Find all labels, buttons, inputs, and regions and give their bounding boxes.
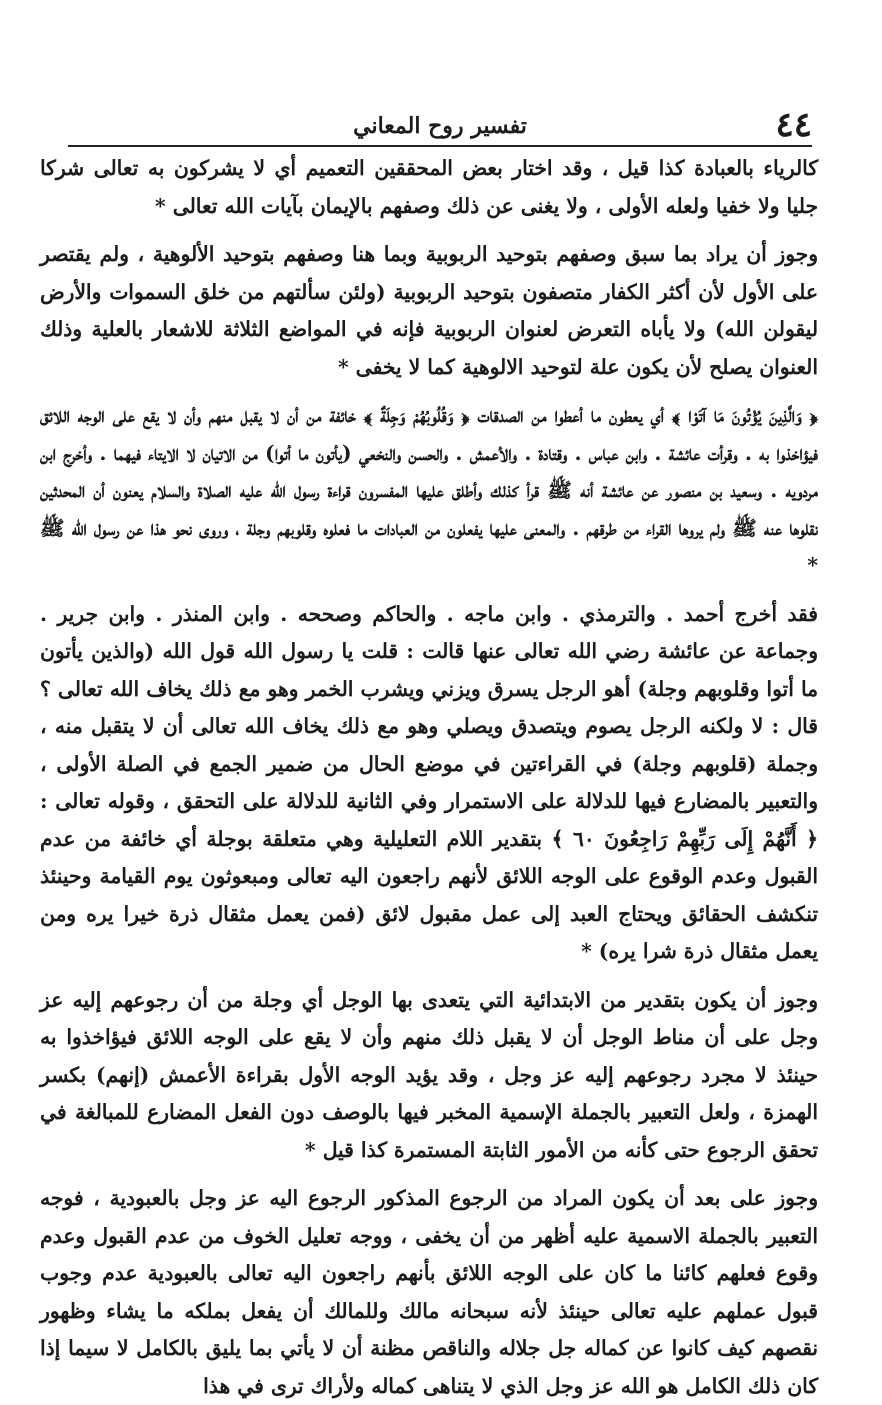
header-rule bbox=[68, 145, 812, 147]
page-number: ٤٤ bbox=[775, 105, 812, 145]
paragraph-1: كالرياء بالعبادة كذا قيل ، وقد اختار بعض المحققين التعميم أي لا يشركون به تعالى شركا جليا ولا خفيا ولعله الأولى ، ولا يغنى عن ذلك وصفهم بالإيمان بآيات الله تعالى * bbox=[40, 156, 818, 218]
page-body bbox=[40, 150, 818, 1398]
paragraph-3: ﴿ وَالَّذِينَ يُؤْتُونَ مَا آتَوْا ﴾ أي يعطون ما أعطوا من الصدقات ﴿ وَقُلُوبُهُمْ وَجِلَةٌ ﴾ خائفة من أن لا يقبل منهم وأن لا يقع على الوجه اللائق فيؤاخذوا به . وقرأت عائشة . وابن عباس . وقتادة . والأعمش . والحسن والنخعي (يأتون ما أتوا) من الاتيان لا الايتاء فيهما . وأخرج ابن مردويه . وسعيد بن منصور عن عائشة أنه ﷺ قرأ كذلك وأطلق عليها المفسرون قراءة رسول الله عليه الصلاة والسلام يعنون أن المحدثين نقلوها عنه ﷺ ولم يروها القراء من طرقهم . والمعنى عليها يفعلون من العبادات ما فعلوه وقلوبهم وجلة ، وروى نحو هذا عن رسول الله ﷺ * bbox=[40, 403, 818, 577]
paragraph-2: وجوز أن يراد بما سبق وصفهم بتوحيد الربوبية وبما هنا وصفهم بتوحيد الألوهية ، ولم يقتصر على الأول لأن أكثر الكفار متصفون بتوحيد الربوبية (ولئن سألتهم من خلق السموات والأرض ليقولن الله) ولا يأباه التعرض لعنوان الربوبية فإنه في المواضع الثلاثة للاشعار بالعلية وذلك العنوان يصلح لأن يكون علة لتوحيد الالوهية كما لا يخفى * bbox=[40, 242, 818, 379]
paragraph-6: وجوز على بعد أن يكون المراد من الرجوع المذكور الرجوع اليه عز وجل بالعبودية ، فوجه التعبير بالجملة الاسمية عليه أظهر من أن يخفى ، ووجه تعليل الخوف من عدم القبول وعدم وقوع فعلهم كائنا ما كان على الوجه اللائق بأنهم راجعون اليه تعالى بالعبودية عدم وجوب قبول عملهم عليه تعالى حينئذ لأنه سبحانه مالك وللمالك أن يفعل بملكه ما يشاء وظهور نقصهم كيف كانوا عن كماله جل جلاله والناقص مظنة أن لا يأتي بما يليق بالكامل لا سيما إذا كان ذلك الكامل هو الله عز وجل الذي لا يتناهى كماله ولأراك ترى في هذا bbox=[40, 1186, 818, 1398]
paragraph-5: وجوز أن يكون بتقدير من الابتدائية التي يتعدى بها الوجل أي وجلة من أن رجوعهم إليه عز وجل على أن مناط الوجل أن لا يقبل ذلك منهم وأن لا يقع على الوجه اللائق فيؤاخذوا به حينئذ لا مجرد رجوعهم إليه عز وجل ، وقد يؤيد الوجه الأول بقراءة الأعمش (إنهم) بكسر الهمزة ، ولعل التعبير بالجملة الإسمية المخبر فيها بالوصف دون الفعل المضارع للمبالغة في تحقق الرجوع حتى كأنه من الأمور الثابتة المستمرة كذا قيل * bbox=[40, 987, 818, 1162]
paragraph-4: فقد أخرج أحمد . والترمذي . وابن ماجه . والحاكم وصححه . وابن المنذر . وابن جرير . وجماعة عن عائشة رضي الله تعالى عنها قالت : قلت يا رسول الله قول الله (والذين يأتون ما أتوا وقلوبهم وجلة) أهو الرجل يسرق ويزني ويشرب الخمر وهو مع ذلك يخاف الله تعالى ؟ قال : لا ولكنه الرجل يصوم ويتصدق ويصلي وهو مع ذلك يخاف الله تعالى أن لا يتقبل منه ، وجملة (قلوبهم وجلة) في القراءتين في موضع الحال من ضمير الجمع في الصلة الأولى ، والتعبير بالمضارع فيها للدلالة على الاستمرار وفي الثانية للدلالة على التحقق ، وقوله تعالى : ﴿ أَنَّهُمْ إِلَى رَبِّهِمْ رَاجِعُونَ ٦٠ ﴾ بتقدير اللام التعليلية وهي متعلقة بوجلة أي خائفة من عدم القبول وعدم الوقوع على الوجه اللائق لأنهم راجعون اليه تعالى ومبعوثون يوم القيامة وحينئذ تنكشف الحقائق ويحتاج العبد إلى عمل مقبول لائق (فمن يعمل مثقال ذرة خيرا يره ومن يعمل مثقال ذرة شرا يره) * bbox=[40, 601, 818, 963]
running-title: تفسير روح المعاني bbox=[353, 113, 527, 139]
page-header bbox=[68, 105, 812, 145]
